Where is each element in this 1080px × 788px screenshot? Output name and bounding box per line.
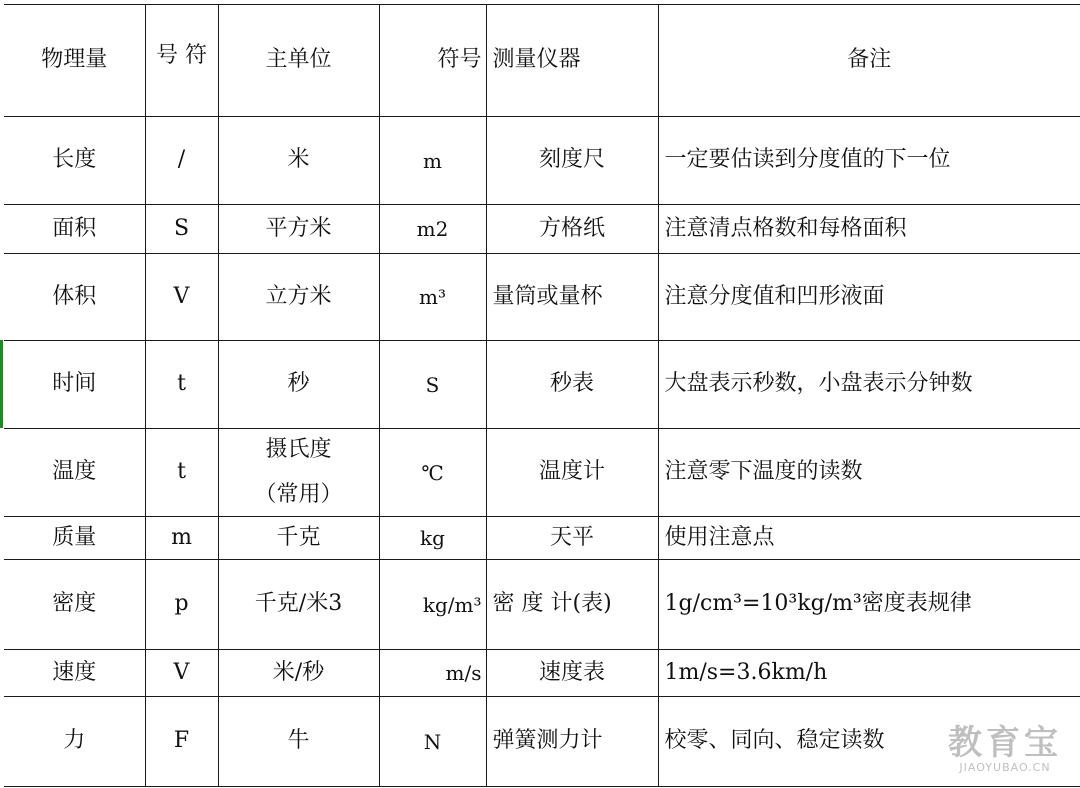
header-unit: 主单位 xyxy=(218,5,379,117)
cell-quantity: 时间 xyxy=(4,341,145,429)
watermark-brand: 教育宝 xyxy=(948,723,1062,763)
header-instrument: 测量仪器 xyxy=(486,5,658,117)
cell-symbol: F xyxy=(145,697,218,787)
cell-unit: 千克/米3 xyxy=(218,560,379,650)
cell-symbol: t xyxy=(145,341,218,429)
cell-quantity: 密度 xyxy=(4,560,145,650)
cell-instrument: 刻度尺 xyxy=(486,117,658,205)
cell-unit: 米/秒 xyxy=(218,650,379,697)
cell-note: 大盘表示秒数，小盘表示分钟数 xyxy=(658,341,1080,429)
header-symbol: 号 符 xyxy=(145,5,218,117)
table-row xyxy=(4,429,1080,517)
physics-quantities-table xyxy=(4,4,1080,787)
cell-instrument: 方格纸 xyxy=(486,205,658,254)
cell-quantity: 速度 xyxy=(4,650,145,697)
cell-instrument: 秒表 xyxy=(486,341,658,429)
cell-instrument: 密 度 计(表) xyxy=(486,560,658,650)
cell-unit-line2: （常用） xyxy=(254,481,343,507)
table-row xyxy=(4,117,1080,205)
cell-unit: 米 xyxy=(218,117,379,205)
cell-symbol: / xyxy=(145,117,218,205)
cell-instrument: 速度表 xyxy=(486,650,658,697)
cell-unit-symbol: m xyxy=(379,117,486,205)
cell-symbol: V xyxy=(145,650,218,697)
cell-unit-symbol: ℃ xyxy=(379,429,486,517)
cell-note: 注意清点格数和每格面积 xyxy=(658,205,1080,254)
cell-note: 注意分度值和凹形液面 xyxy=(658,254,1080,341)
table-row xyxy=(4,517,1080,560)
cell-symbol: S xyxy=(145,205,218,254)
cell-symbol: t xyxy=(145,429,218,517)
header-quantity: 物理量 xyxy=(4,5,145,117)
cell-note: 一定要估读到分度值的下一位 xyxy=(658,117,1080,205)
cell-unit-line1: 摄氏度 xyxy=(265,437,332,463)
cell-instrument: 量筒或量杯 xyxy=(486,254,658,341)
cell-note: 注意零下温度的读数 xyxy=(658,429,1080,517)
cell-note: 1m/s=3.6km/h xyxy=(658,650,1080,697)
table-row xyxy=(4,560,1080,650)
cell-unit-symbol: kg/m³ xyxy=(379,560,486,650)
cell-unit-symbol: N xyxy=(379,697,486,787)
cell-unit: 牛 xyxy=(218,697,379,787)
cell-quantity: 力 xyxy=(4,697,145,787)
cell-unit-symbol: kg xyxy=(379,517,486,560)
header-unit-symbol: 符号 xyxy=(379,5,486,117)
cell-unit-symbol: m2 xyxy=(379,205,486,254)
cell-instrument: 弹簧测力计 xyxy=(486,697,658,787)
cell-unit: 千克 xyxy=(218,517,379,560)
cell-note: 使用注意点 xyxy=(658,517,1080,560)
cell-quantity: 长度 xyxy=(4,117,145,205)
cell-unit xyxy=(218,429,379,517)
table-row xyxy=(4,650,1080,697)
cell-quantity: 质量 xyxy=(4,517,145,560)
cell-note: 1g/cm³=10³kg/m³密度表规律 xyxy=(658,560,1080,650)
cell-unit-symbol: S xyxy=(379,341,486,429)
header-note: 备注 xyxy=(658,5,1080,117)
cell-instrument: 天平 xyxy=(486,517,658,560)
cell-quantity: 面积 xyxy=(4,205,145,254)
table-row xyxy=(4,254,1080,341)
cell-unit: 秒 xyxy=(218,341,379,429)
header-row xyxy=(4,5,1080,117)
cell-unit: 立方米 xyxy=(218,254,379,341)
cell-symbol: m xyxy=(145,517,218,560)
cell-symbol: V xyxy=(145,254,218,341)
watermark-domain: JIAOYUBAO.CN xyxy=(959,761,1051,774)
cell-unit-symbol: m/s xyxy=(379,650,486,697)
cell-unit: 平方米 xyxy=(218,205,379,254)
table-row xyxy=(4,341,1080,429)
cell-quantity: 温度 xyxy=(4,429,145,517)
cell-symbol: p xyxy=(145,560,218,650)
cell-quantity: 体积 xyxy=(4,254,145,341)
table-row xyxy=(4,205,1080,254)
cell-unit-symbol: m³ xyxy=(379,254,486,341)
table-row xyxy=(4,697,1080,787)
cell-note: 校零、同向、稳定读数 xyxy=(658,697,1080,787)
cell-instrument: 温度计 xyxy=(486,429,658,517)
row-selection-marker xyxy=(0,340,3,428)
